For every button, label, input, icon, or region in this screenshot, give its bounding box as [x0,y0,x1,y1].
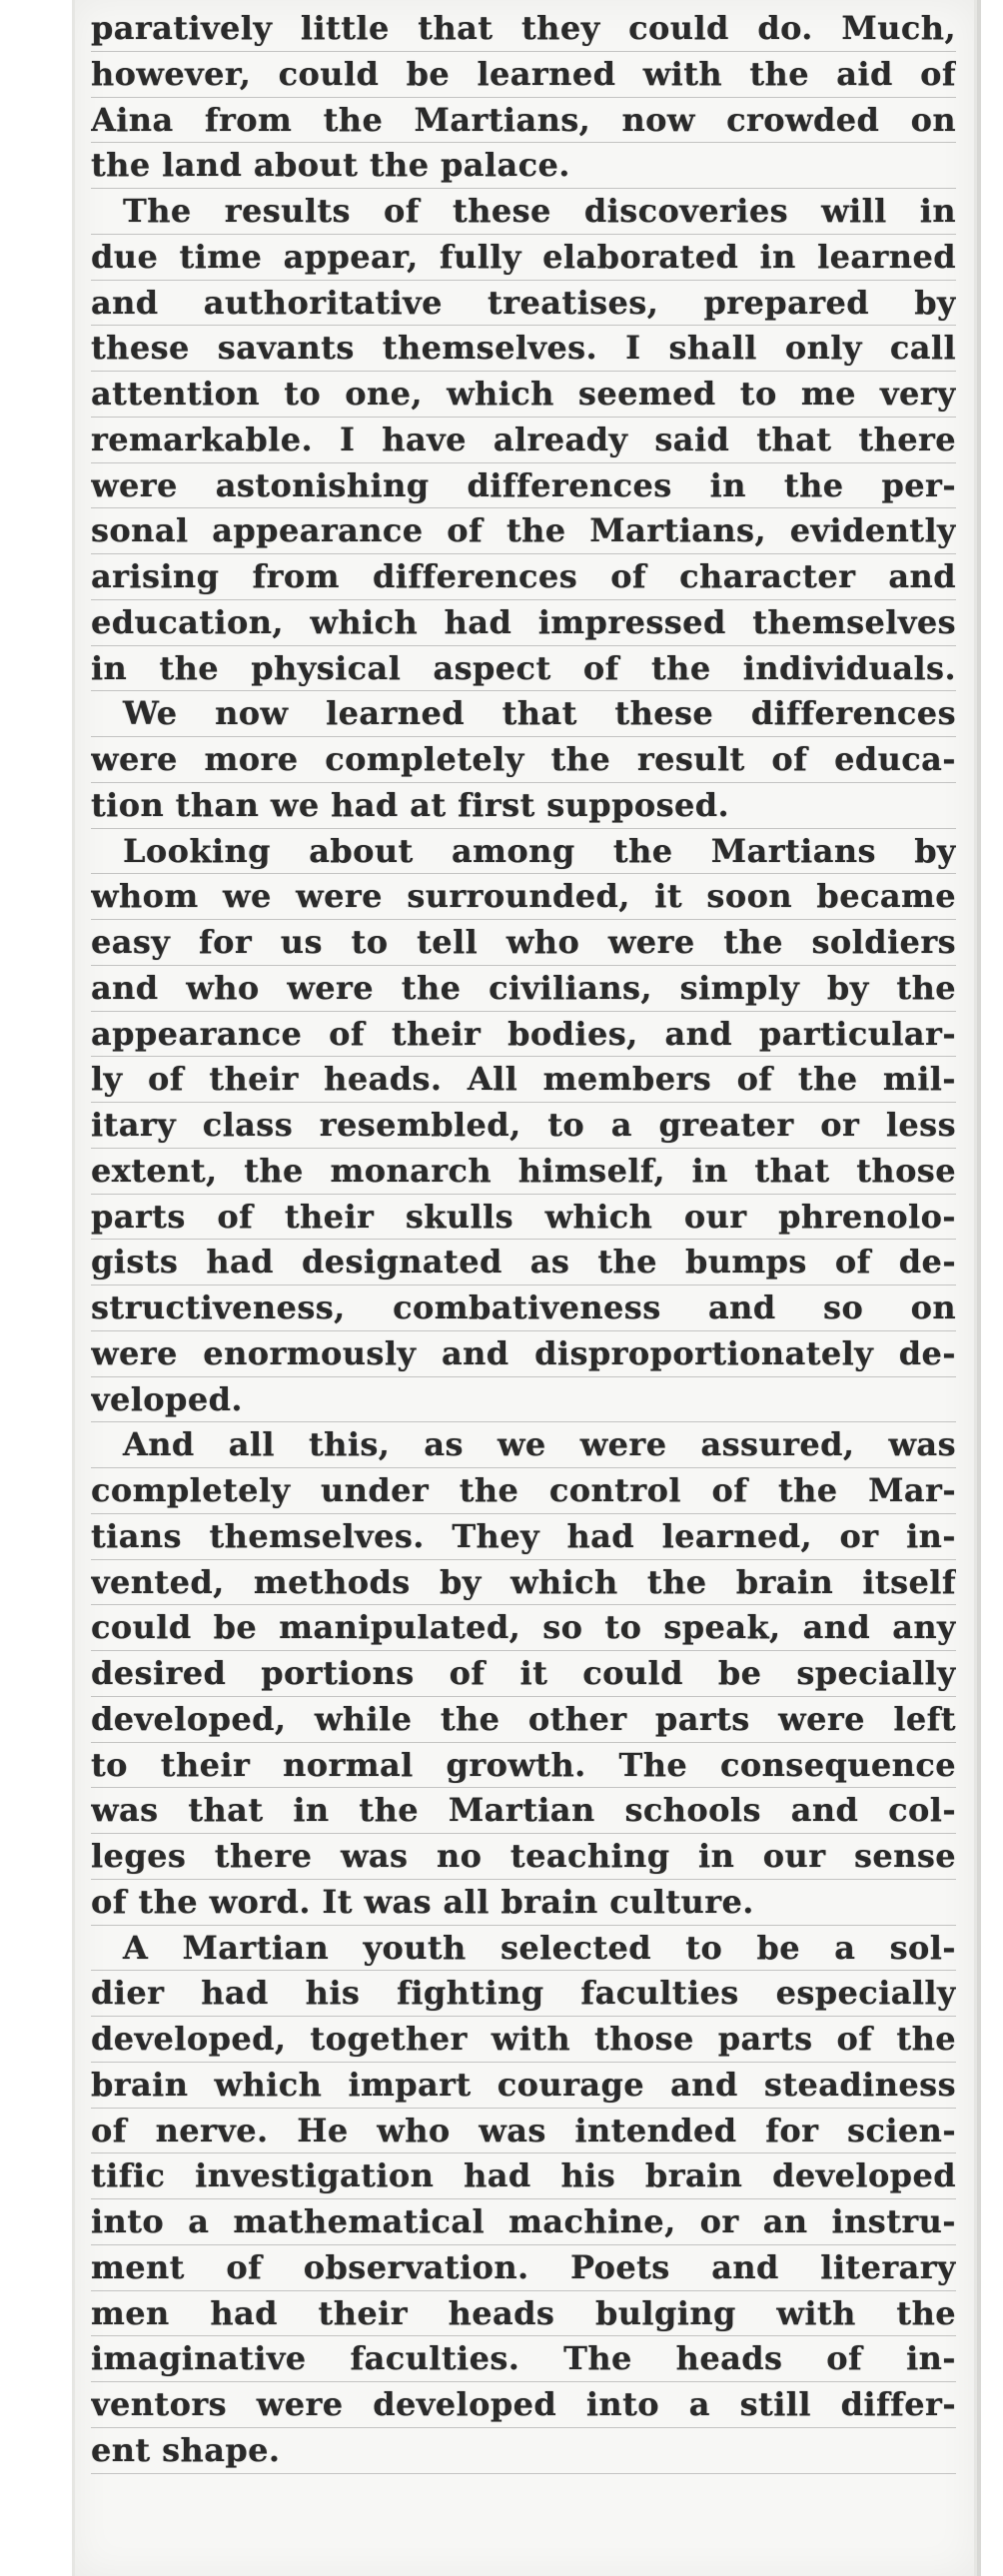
text-line: tific investigation had his brain developed [91,2153,956,2199]
text-line: to their normal growth. The consequence [91,1743,956,1789]
text-line: appearance of their bodies, and particular- [91,1012,956,1058]
text-line: completely under the control of the Mar- [91,1468,956,1514]
text-line: into a mathematical machine, or an instru- [91,2199,956,2245]
text-line: remarkable. I have already said that there [91,418,956,463]
text-line: ment of observation. Poets and literary [91,2245,956,2291]
text-line: tians themselves. They had learned, or in- [91,1514,956,1560]
text-line: of the word. It was all brain culture. [91,1880,956,1926]
text-line: Aina from the Martians, now crowded on [91,98,956,144]
text-line: sonal appearance of the Martians, evidently [91,508,956,554]
text-line: these savants themselves. I shall only call [91,326,956,372]
text-line: arising from differences of character and [91,554,956,600]
text-line: developed, while the other parts were left [91,1697,956,1743]
text-line: and who were the civilians, simply by the [91,966,956,1012]
text-line: itary class resembled, to a greater or less [91,1103,956,1149]
text-line: was that in the Martian schools and col- [91,1788,956,1834]
text-line: attention to one, which seemed to me very [91,372,956,418]
text-line: gists had designated as the bumps of de- [91,1240,956,1286]
text-line: ventors were developed into a still differ- [91,2382,956,2428]
text-line: could be manipulated, so to speak, and any [91,1605,956,1651]
text-line: structiveness, combativeness and so on [91,1286,956,1331]
text-line: of nerve. He who was intended for scien- [91,2109,956,2154]
text-line: dier had his fighting faculties especially [91,1971,956,2017]
text-line: ent shape. [91,2428,956,2474]
text-line: desired portions of it could be specially [91,1651,956,1697]
text-line: extent, the monarch himself, in that those [91,1149,956,1195]
text-line: brain which impart courage and steadiness [91,2063,956,2109]
text-line: and authoritative treatises, prepared by [91,281,956,327]
text-line: parts of their skulls which our phrenolo- [91,1195,956,1241]
text-line: A Martian youth selected to be a sol- [91,1926,956,1972]
clipping-edge [977,0,981,2576]
text-line: education, which had impressed themselves [91,600,956,646]
text-line: men had their heads bulging with the [91,2291,956,2337]
text-line: developed, together with those parts of the [91,2017,956,2063]
text-line: paratively little that they could do. Much, [91,6,956,52]
text-line: were more completely the result of educa- [91,737,956,783]
text-line: The results of these discoveries will in [91,189,956,235]
text-line: whom we were surrounded, it soon became [91,874,956,920]
text-line: vented, methods by which the brain itself [91,1560,956,1606]
text-line: And all this, as we were assured, was [91,1422,956,1468]
text-line: were enormously and disproportionately de- [91,1331,956,1377]
text-line: were astonishing differences in the per- [91,463,956,509]
text-line: however, could be learned with the aid of [91,52,956,98]
text-line: easy for us to tell who were the soldiers [91,920,956,966]
newspaper-clipping [72,0,977,2576]
article-column [91,6,956,2474]
text-line: veloped. [91,1377,956,1423]
text-line: imaginative faculties. The heads of in- [91,2336,956,2382]
text-line: the land about the palace. [91,143,956,189]
text-line: in the physical aspect of the individuals. [91,646,956,692]
text-line: Looking about among the Martians by [91,829,956,875]
text-line: tion than we had at first supposed. [91,783,956,829]
text-line: ly of their heads. All members of the mil- [91,1057,956,1103]
text-line: leges there was no teaching in our sense [91,1834,956,1880]
text-line: due time appear, fully elaborated in learned [91,235,956,281]
text-line: We now learned that these differences [91,691,956,737]
